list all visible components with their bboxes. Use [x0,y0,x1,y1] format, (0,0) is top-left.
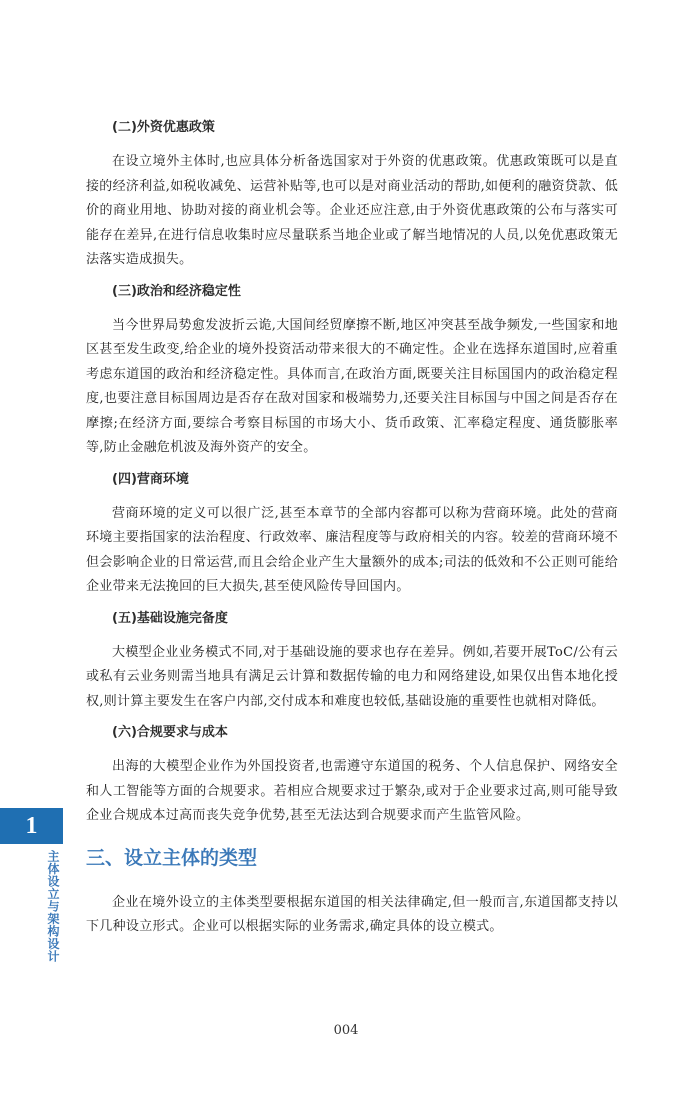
heading-compliance: (六)合规要求与成本 [112,725,228,740]
page-body [86,112,618,950]
paragraph-business-environment: 营商环境的定义可以很广泛,甚至本章节的全部内容都可以称为营商环境。此处的营商环境主要指国家的法治程度、行政效率、廉洁程度等与政府相关的内容。较差的营商环境不但会影响企业的日常运营,而且会给企业产生大量额外的成本;司法的低效和不公正则可能给企业带来无法挽回的巨大损失,甚至使风险传导回国内。 [86,505,619,594]
heading-infrastructure: (五)基础设施完备度 [112,610,228,626]
section-title-entity-types: 三、设立主体的类型 [86,846,258,869]
paragraph-political-economic-stability: 当今世界局势愈发波折云诡,大国间经贸摩擦不断,地区冲突甚至战争频发,一些国家和地区甚至发生政变,给企业的境外投资活动带来很大的不确定性。企业在选择东道国时,应着重考虑东道国的政治和经济稳定性。具体而言,在政治方面,既要关注目标国国内的政治稳定程度,也要注意目标国周边是否存在敌对国家和极端势力,还要关注目标国与中国之间是否存在摩擦;在经济方面,要综合考察目标国的市场大小、货币政策、汇率稳定程度、通货膨胀率等,防止金融危机波及海外资产的安全。 [86,317,618,455]
heading-business-environment: (四)营商环境 [112,471,189,487]
chapter-title-vertical: 主体设立与架构设计 [46,850,60,963]
page-number: 004 [333,1023,359,1038]
chapter-number-tab: 1 [0,808,63,844]
paragraph-foreign-investment-incentives: 在设立境外主体时,也应具体分析备选国家对于外资的优惠政策。优惠政策既可以是直接的经济利益,如税收减免、运营补贴等,也可以是对商业活动的帮助,如便利的融资贷款、低价的商业用地、协助对接的商业机会等。企业还应注意,由于外资优惠政策的公布与落实可能存在差异,在进行信息收集时应尽量联系当地企业或了解当地情况的人员,以免优惠政策无法落实造成损失。 [86,154,618,267]
paragraph-compliance: 出海的大模型企业作为外国投资者,也需遵守东道国的税务、个人信息保护、网络安全和人工智能等方面的合规要求。若相应合规要求过于繁杂,或对于企业要求过高,则可能导致企业合规成本过高而丧失竞争优势,甚至无法达到合规要求而产生监管风险。 [86,759,618,823]
paragraph-infrastructure: 大模型企业业务模式不同,对于基础设施的要求也存在差异。例如,若要开展ToC/公有云或私有云业务则需当地具有满足云计算和数据传输的电力和网络建设,如果仅出售本地化授权,则计算主要发生在客户内部,交付成本和难度也较低,基础设施的重要性也就相对降低。 [86,644,618,709]
paragraph-entity-types-intro: 企业在境外设立的主体类型要根据东道国的相关法律确定,但一般而言,东道国都支持以下几种设立形式。企业可以根据实际的业务需求,确定具体的设立模式。 [86,894,618,934]
heading-foreign-investment-incentives: (二)外资优惠政策 [112,120,215,135]
heading-political-economic-stability: (三)政治和经济稳定性 [112,283,241,299]
